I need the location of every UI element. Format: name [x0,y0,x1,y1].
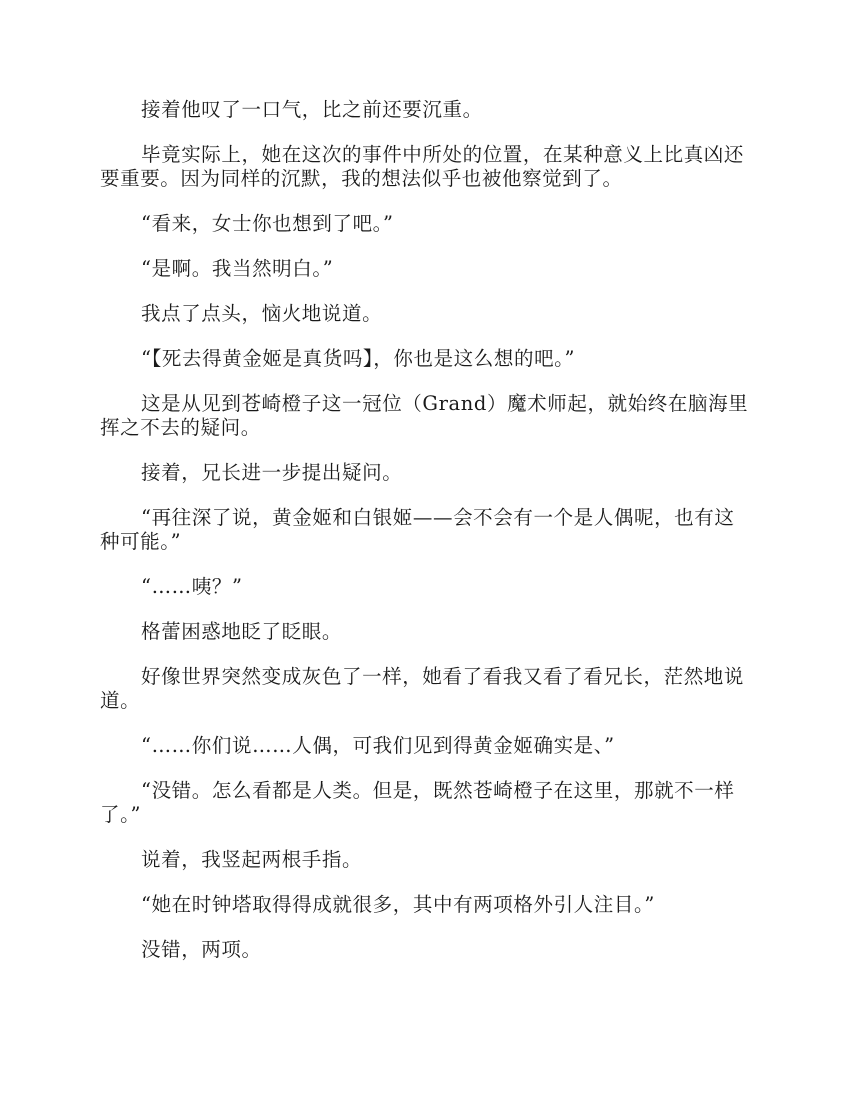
body-text [100,98,750,983]
paragraph: 我点了点头，恼火地说道。 [141,302,383,325]
paragraph: “她在时钟塔取得得成就很多，其中有两项格外引人注目。” [141,893,655,916]
paragraph: “【死去得黄金姬是真货吗】，你也是这么想的吧。” [141,347,576,370]
paragraph: 好像世界突然变成灰色了一样，她看了看我又看了看兄长，茫然地说道。 [100,665,745,712]
paragraph: 毕竟实际上，她在这次的事件中所处的位置，在某种意义上比真凶还要重要。因为同样的沉默，我的想法似乎也被他察觉到了。 [100,143,745,190]
paragraph: “看来，女士你也想到了吧。” [141,212,394,235]
paragraph: 接着他叹了一口气，比之前还要沉重。 [141,98,483,121]
paragraph: 说着，我竖起两根手指。 [141,848,363,871]
paragraph: “……咦？” [141,575,243,598]
paragraph: 格蕾困惑地眨了眨眼。 [141,620,343,643]
paragraph: “是啊。我当然明白。” [141,257,334,280]
paragraph: 这是从见到苍崎橙子这一冠位（Grand）魔术师起，就始终在脑海里挥之不去的疑问。 [100,392,749,439]
paragraph: 没错，两项。 [141,938,262,961]
paragraph: 接着，兄长进一步提出疑问。 [141,461,403,484]
paragraph: “……你们说……人偶，可我们见到得黄金姬确实是、” [141,734,615,757]
paragraph: “再往深了说，黄金姬和白银姬——会不会有一个是人偶呢，也有这种可能。” [100,506,735,553]
paragraph: “没错。怎么看都是人类。但是，既然苍崎橙子在这里，那就不一样了。” [100,779,735,826]
